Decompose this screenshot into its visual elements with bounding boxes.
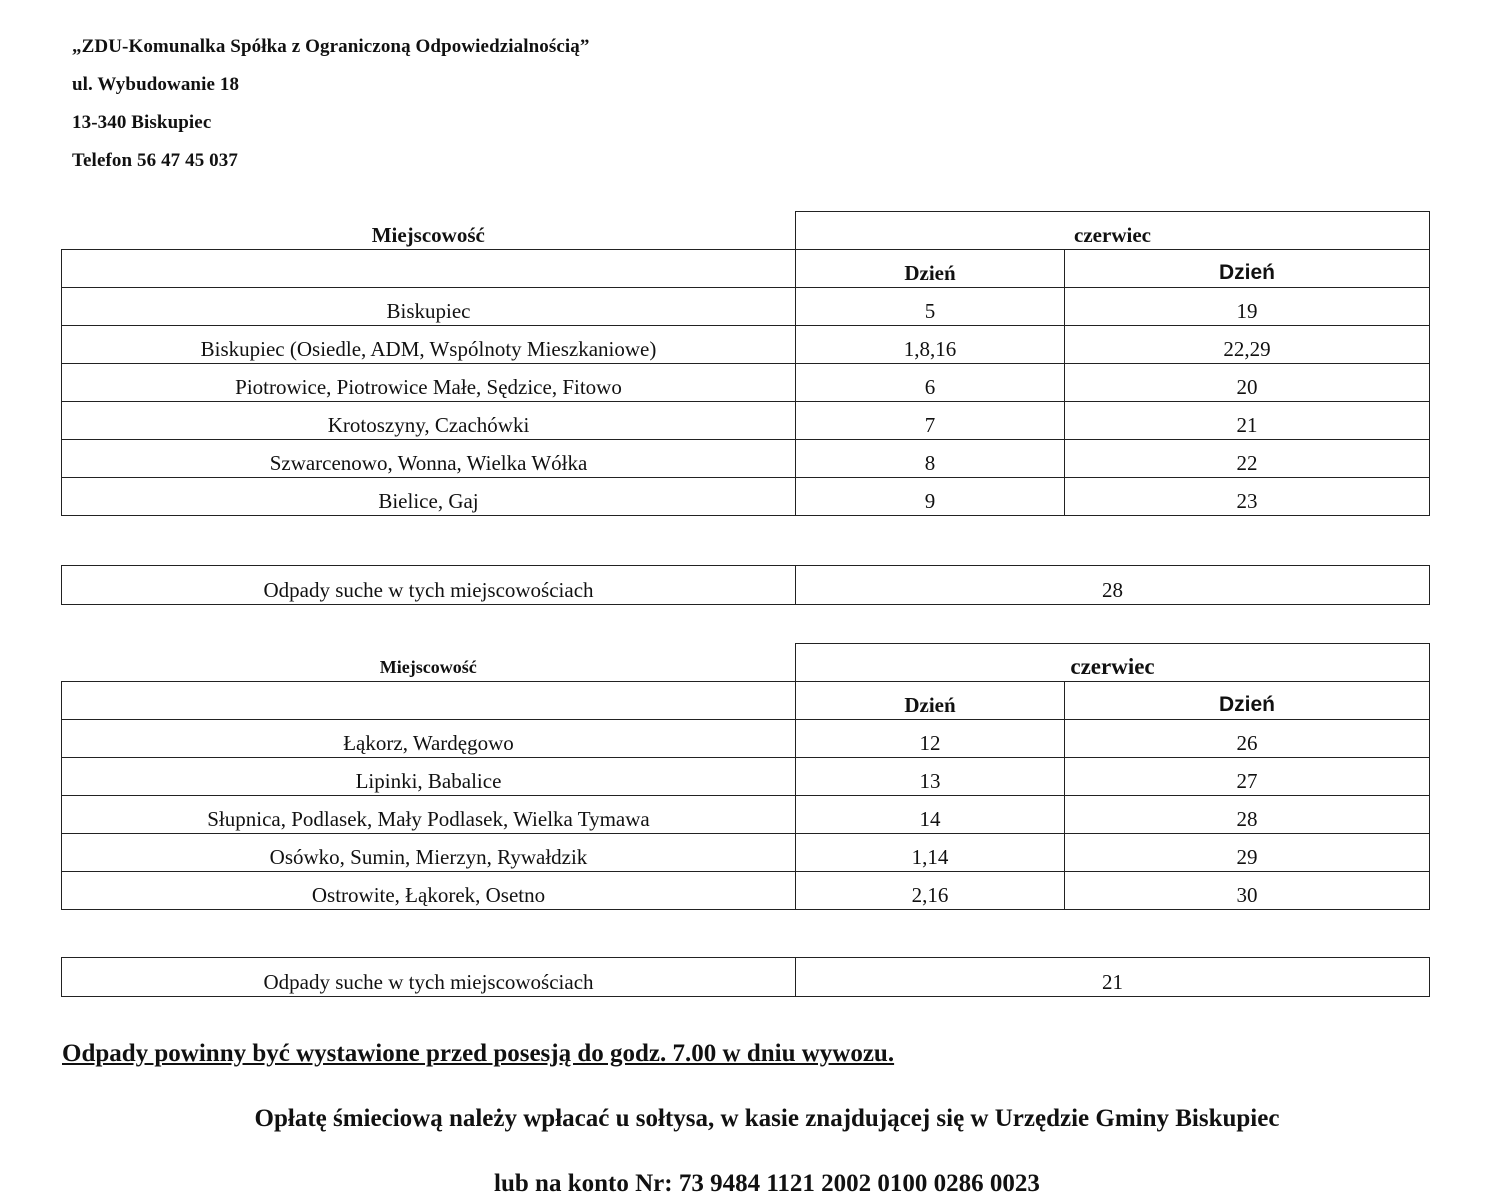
day2-header: Dzień <box>1065 250 1430 288</box>
place-header: Miejscowość <box>62 644 796 682</box>
day2-cell: 29 <box>1065 834 1430 872</box>
table-row <box>62 440 1430 478</box>
place-cell: Biskupiec <box>62 288 796 326</box>
place-cell: Biskupiec (Osiedle, ADM, Wspólnoty Mieszkaniowe) <box>62 326 796 364</box>
day1-cell: 6 <box>796 364 1065 402</box>
place-cell: Krotoszyny, Czachówki <box>62 402 796 440</box>
table-row <box>62 720 1430 758</box>
empty-header-cell <box>62 682 796 720</box>
dry-waste-label: Odpady suche w tych miejscowościach <box>62 566 796 605</box>
day2-header: Dzień <box>1065 682 1430 720</box>
day2-cell: 26 <box>1065 720 1430 758</box>
day1-cell: 5 <box>796 288 1065 326</box>
month-header: czerwiec <box>796 644 1430 682</box>
place-cell: Bielice, Gaj <box>62 478 796 516</box>
day1-cell: 1,14 <box>796 834 1065 872</box>
place-cell: Ostrowite, Łąkorek, Osetno <box>62 872 796 910</box>
table-row <box>62 402 1430 440</box>
day2-cell: 23 <box>1065 478 1430 516</box>
day1-cell: 9 <box>796 478 1065 516</box>
day1-cell: 7 <box>796 402 1065 440</box>
place-cell: Łąkorz, Wardęgowo <box>62 720 796 758</box>
day2-cell: 27 <box>1065 758 1430 796</box>
table-row <box>62 872 1430 910</box>
company-street: ul. Wybudowanie 18 <box>72 74 240 95</box>
table-row <box>62 364 1430 402</box>
table-row <box>62 758 1430 796</box>
day1-header: Dzień <box>796 250 1065 288</box>
table-row <box>62 326 1430 364</box>
dry-waste-table-2 <box>61 957 1430 997</box>
company-city: 13-340 Biskupiec <box>72 112 212 133</box>
bank-account-text: lub na konto Nr: 73 9484 1121 2002 0100 0286 0023 <box>494 1170 1040 1197</box>
day2-cell: 30 <box>1065 872 1430 910</box>
table-row <box>62 478 1430 516</box>
day1-cell: 13 <box>796 758 1065 796</box>
day1-cell: 1,8,16 <box>796 326 1065 364</box>
table-row <box>62 834 1430 872</box>
company-name: „ZDU-Komunalka Spółka z Ograniczoną Odpowiedzialnością” <box>72 36 590 57</box>
day2-cell: 22,29 <box>1065 326 1430 364</box>
company-phone: Telefon 56 47 45 037 <box>72 150 238 171</box>
dry-waste-day: 21 <box>796 958 1430 997</box>
table-row <box>62 288 1430 326</box>
day1-cell: 14 <box>796 796 1065 834</box>
place-cell: Lipinki, Babalice <box>62 758 796 796</box>
day2-cell: 19 <box>1065 288 1430 326</box>
notice-text: Odpady powinny być wystawione przed posesją do godz. 7.00 w dniu wywozu. <box>62 1040 895 1067</box>
day1-header: Dzień <box>796 682 1065 720</box>
day2-cell: 21 <box>1065 402 1430 440</box>
day1-cell: 2,16 <box>796 872 1065 910</box>
day2-cell: 28 <box>1065 796 1430 834</box>
schedule-table-1 <box>61 211 1430 516</box>
place-cell: Osówko, Sumin, Mierzyn, Rywałdzik <box>62 834 796 872</box>
month-header: czerwiec <box>796 212 1430 250</box>
table-row <box>62 796 1430 834</box>
place-cell: Szwarcenowo, Wonna, Wielka Wółka <box>62 440 796 478</box>
place-cell: Słupnica, Podlasek, Mały Podlasek, Wielka Tymawa <box>62 796 796 834</box>
dry-waste-label: Odpady suche w tych miejscowościach <box>62 958 796 997</box>
place-header: Miejscowość <box>62 212 796 250</box>
day1-cell: 12 <box>796 720 1065 758</box>
fee-payment-text: Opłatę śmieciową należy wpłacać u sołtysa, w kasie znajdującej się w Urzędzie Gminy Biskupiec <box>254 1105 1280 1132</box>
empty-header-cell <box>62 250 796 288</box>
dry-waste-table-1 <box>61 565 1430 605</box>
day2-cell: 20 <box>1065 364 1430 402</box>
dry-waste-day: 28 <box>796 566 1430 605</box>
day1-cell: 8 <box>796 440 1065 478</box>
schedule-table-2 <box>61 643 1430 910</box>
day2-cell: 22 <box>1065 440 1430 478</box>
place-cell: Piotrowice, Piotrowice Małe, Sędzice, Fitowo <box>62 364 796 402</box>
